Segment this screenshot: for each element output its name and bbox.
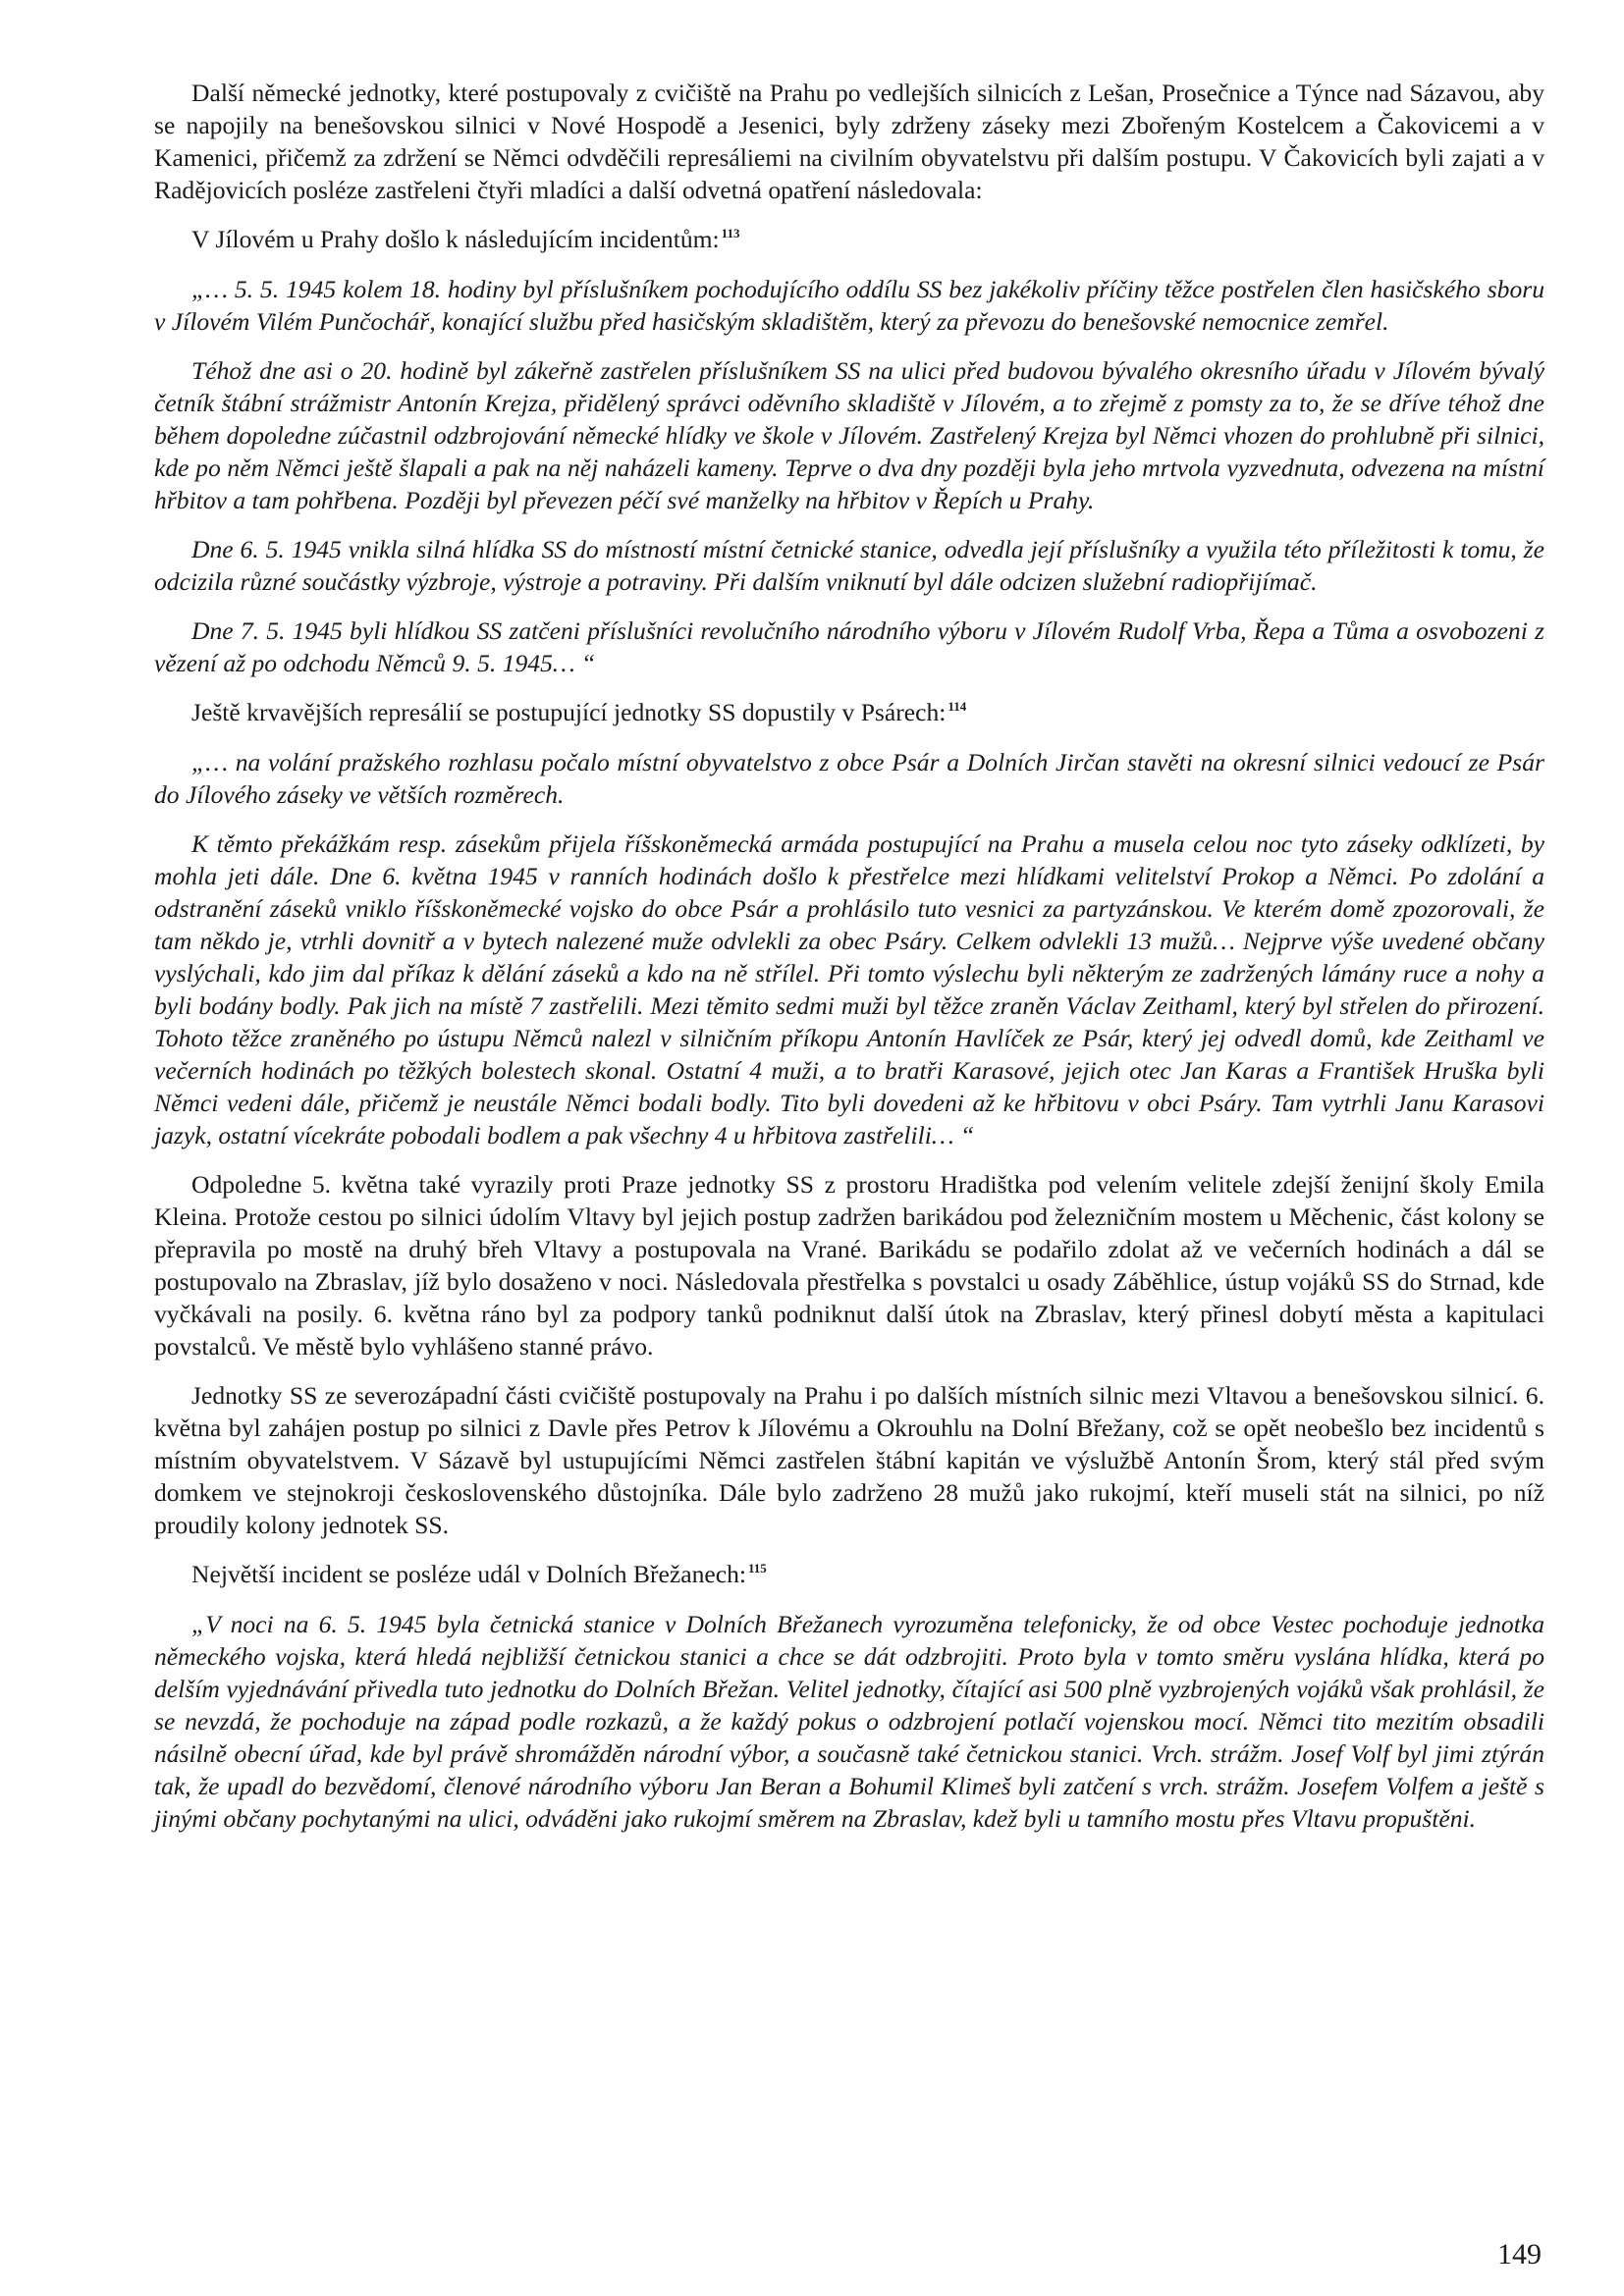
paragraph-psary-intro: Ještě krvavějších represálií se postupující jednotky SS dopustily v Psárech: $^{114}$ <box>191 698 967 726</box>
paragraph-brezany-intro: Největší incident se posléze udál v Dolních Břežanech: $^{115}$ <box>191 1560 767 1588</box>
footnote-ref-113: 113 <box>721 226 740 240</box>
paragraph-severozapad: Jednotky SS ze severozápadní části cvičiště postupovaly na Prahu i po dalších místních silnic mezi Vltavou a benešovskou silnicí. 6. května byl zahájen postup po silnici z Davle přes Petrov k Jílovému a Okrouhlu na Dolní Břežany, což se opět neobešlo bez incidentů s místním obyvatelstvem. V Sázavě byl ustupujícími Němci zastřelen štábní kapitán ve výslužbě Antonín Šrom, který stál před svým domkem ve stejnokroji československého důstojníka. Dále bylo zadrženo 28 mužů jako rukojmí, kteří museli stát na silnici, po níž proudily kolony jednotek SS. <box>154 1381 1544 1539</box>
quote-paragraph-5: „… na volání pražského rozhlasu počalo místní obyvatelstvo z obce Psár a Dolních Jirčan stavěti na okresní silnici vedoucí ze Psár do Jílového záseky ve větších rozměrech. <box>154 748 1544 809</box>
quote-paragraph-4: Dne 7. 5. 1945 byli hlídkou SS zatčeni příslušníci revolučního národního výboru v Jílovém Rudolf Vrba, Řepa a Tůma a osvobozeni z vězení až po odchodu Němců 9. 5. 1945… “ <box>154 616 1544 677</box>
footnote-ref-115: 115 <box>748 1561 767 1575</box>
footnote-ref-114: 114 <box>947 699 967 714</box>
quote-paragraph-2: Téhož dne asi o 20. hodině byl zákeřně zastřelen příslušníkem SS na ulici před budovou bývalého okresního úřadu v Jílovém bývalý četník štábní strážmistr Antonín Krejza, přidělený správci oděvního skladiště v Jílovém, a to zřejmě z pomsty za to, že se dříve téhož dne během dopoledne zúčastnil odzbrojování německé hlídky ve škole v Jílovém. Zastřelený Krejza byl Němci vhozen do prohlubně při silnici, kde po něm Němci ještě šlapali a pak na něj naházeli kameny. Teprve o dva dny později byla jeho mrtvola vyzvednuta, odvezena na místní hřbitov a tam pohřbena. Později byl převezen péčí své manželky na hřbitov v Řepích u Prahy. <box>154 356 1544 514</box>
page-body <box>154 77 1544 1851</box>
paragraph-2-intro: V Jílovém u Prahy došlo k následujícím incidentům: $^{113}$ <box>191 225 740 253</box>
quote-paragraph-7: „V noci na 6. 5. 1945 byla četnická stanice v Dolních Břežanech vyrozuměna telefonicky, že od obce Vestec pochoduje jednotka německého vojska, která hledá nejbližší četnickou stanici a chce se dát odzbrojiti. Proto byla v tomto směru vyslána hlídka, která po delším vyjednávání přivedla tuto jednotku do Dolních Břežan. Velitel jednotky, čítající asi 500 plně vyzbrojených vojáků však prohlásil, že se nevzdá, že pochoduje na západ podle rozkazů, a že každý pokus o odzbrojení potlačí vojenskou mocí. Němci tito mezitím obsadili násilně obecní úřad, kde byl právě shromážděn národní výbor, a současně také četnickou stanici. Vrch. strážm. Josef Volf byl jimi ztýrán tak, že upadl do bezvědomí, členové národního výboru Jan Beran a Bohumil Klimeš byli zatčení s vrch. strážm. Josefem Volfem a ještě s jinými občany pochytanými na ulici, odváděni jako rukojmí směrem na Zbraslav, kdež byli u tamního mostu přes Vltavu propuštěni. <box>154 1610 1544 1833</box>
paragraph-hradistko: Odpoledne 5. května také vyrazily proti Praze jednotky SS z prostoru Hradištka pod velením velitele zdejší ženijní školy Emila Kleina. Protože cestou po silnici údolím Vltavy byl jejich postup zadržen barikádou pod železničním mostem u Měchenic, část kolony se přepravila po mostě na druhý břeh Vltavy a postupovala na Vrané. Barikádu se podařilo zdolat až ve večerních hodinách a dál se postupovalo na Zbraslav, jíž bylo dosaženo v noci. Následovala přestřelka s povstalci u osady Záběhlice, ústup vojáků SS do Strnad, kde vyčkávali na posily. 6. května ráno byl za podpory tanků podniknut další útok na Zbraslav, který přinesl dobytí města a kapitulaci povstalců. Ve městě bylo vyhlášeno stanné právo. <box>154 1170 1544 1361</box>
quote-paragraph-6: K těmto překážkám resp. zásekům přijela říšskoněmecká armáda postupující na Prahu a musela celou noc tyto záseky odklízeti, by mohla jeti dále. Dne 6. května 1945 v ranních hodinách došlo k přestřelce mezi hlídkami velitelství Prokop a Němci. Po zdolání a odstranění záseků vniklo říšskoněmecké vojsko do obce Psár a prohlásilo tuto vesnici za partyzánskou. Ve kterém domě zpozorovali, že tam někdo je, vtrhli dovnitř a v bytech nalezené muže odvlekli za obec Psáry. Celkem odvlekli 13 mužů… Nejprve výše uvedené občany vyslýchali, kdo jim dal příkaz k dělání záseků a kdo na ně střílel. Při tomto výslechu byli některým ze zadržených lámány ruce a nohy a byli bodány bodly. Pak jich na místě 7 zastřelili. Mezi těmito sedmi muži byl těžce zraněn Václav Zeithaml, který byl střelen do přirození. Tohoto těžce zraněného po ústupu Němců nalezl v silničním příkopu Antonín Havlíček ze Psár, který jej odvedl domů, kde Zeithaml ve večerních hodinách po těžkých bolestech skonal. Ostatní 4 muži, a to bratři Karasové, jejich otec Jan Karas a František Hruška byli Němci vedeni dále, přičemž je neustále Němci bodali bodly. Tito byli dovedeni až ke hřbitovu v obci Psáry. Tam vytrhli Janu Karasovi jazyk, ostatní vícekráte pobodali bodlem a pak všechny 4 u hřbitova zastřelili… “ <box>154 829 1544 1149</box>
quote-paragraph-1: „… 5. 5. 1945 kolem 18. hodiny byl příslušníkem pochodujícího oddílu SS bez jakékoliv příčiny těžce postřelen člen hasičského sboru v Jílovém Vilém Punčochář, konající službu před hasičským skladištěm, který za převozu do benešovské nemocnice zemřel. <box>154 275 1544 336</box>
page-number: 149 <box>1497 2238 1542 2270</box>
paragraph-1: Další německé jednotky, které postupovaly z cvičiště na Prahu po vedlejších silnicích z Lešan, Prosečnice a Týnce nad Sázavou, aby se napojily na benešovskou silnici v Nové Hospodě a Jesenici, byly zdrženy záseky mezi Zbořeným Kostelcem a Čakovicemi a v Kamenici, přičemž za zdržení se Němci odvděčili represáliemi na civilním obyvatelstvu při dalším postupu. V Čakovicích byli zajati a v Radějovicích posléze zastřeleni čtyři mladíci a další odvetná opatření následovala: <box>154 79 1544 204</box>
quote-paragraph-3: Dne 6. 5. 1945 vnikla silná hlídka SS do místností místní četnické stanice, odvedla její příslušníky a využila této příležitosti k tomu, že odcizila různé součástky výzbroje, výstroje a potraviny. Při dalším vniknutí byl dále odcizen služební radiopřijímač. <box>154 535 1544 596</box>
